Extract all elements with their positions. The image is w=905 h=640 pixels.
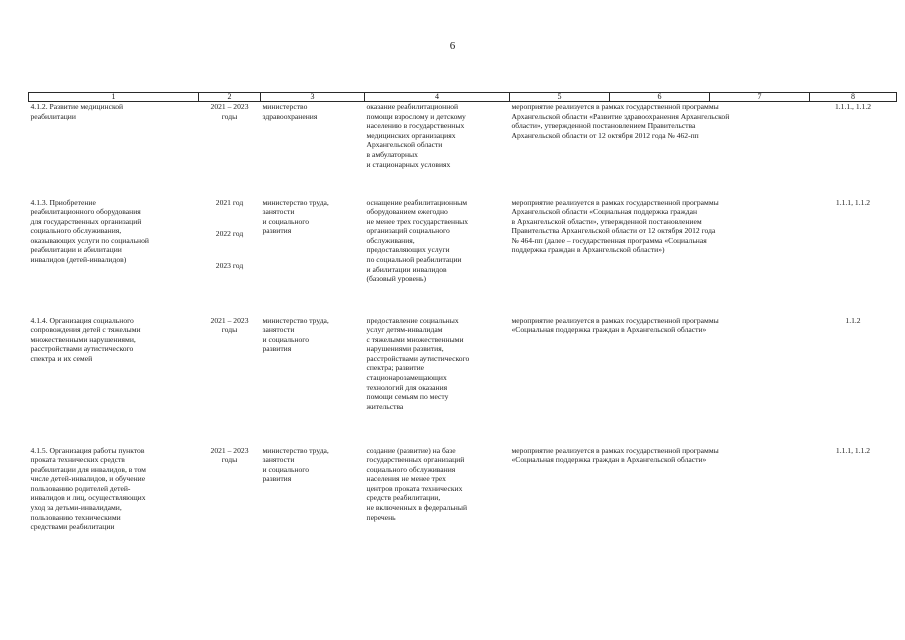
executor-cell-text: министерство труда, занятости и социального развития — [262, 315, 329, 354]
executor-cell — [261, 102, 365, 198]
measure-cell — [29, 446, 199, 556]
result-cell — [365, 446, 510, 556]
result-cell-text: предоставление социальных услуг детям-инвалидам с тяжелыми множественными нарушениями развития, расстройствами аутистического спектра; развитие стационарозамещающих технологий для оказания помощи семьям по месту жительства — [366, 315, 470, 411]
measure-cell — [29, 102, 199, 198]
measures-table — [28, 92, 897, 556]
column-header: 5 — [510, 93, 610, 102]
financing-cell — [510, 198, 810, 316]
executor-cell-text: министерство труда, занятости и социального развития — [262, 445, 329, 484]
column-header: 4 — [365, 93, 510, 102]
measure-cell-text: 4.1.2. Развитие медицинской реабилитации — [30, 102, 124, 121]
column-header: 8 — [810, 93, 897, 102]
period-value: 2021 – 2023 годы — [210, 102, 249, 121]
table-row — [29, 102, 897, 198]
indicators-cell — [810, 446, 897, 556]
measure-cell-text: 4.1.5. Организация работы пунктов проката технических средств реабилитации для инвалидов, в том числе детей-инвалидов, и обучение пользованию родителей детей- инвалидов и лиц, осуществляющих уход за детьми-инвалидами, пользованию техническими средствами реабилитации — [30, 445, 146, 532]
period-value: 2023 год — [215, 260, 244, 270]
financing-cell-text: мероприятие реализуется в рамках государственной программы Архангельской области «Развитие здравоохранения Архангельской области», утвержденной постановлением Правительства Архангельской области от 12 октября 2012 года № 462-пп — [511, 102, 730, 140]
result-cell-text: оснащение реабилитационным оборудованием ежегодно не менее трех государственных организаций социального обслуживания, предоставляющих услуги по социальной реабилитации и абилитации инвалидов (базовый уровень) — [366, 197, 469, 284]
result-cell — [365, 316, 510, 446]
period-value: 2021 год — [215, 197, 244, 207]
measure-cell-text: 4.1.3. Приобретение реабилитационного оборудования для государственных организаций социального обслуживания, оказывающих услуги по социальной реабилитации и абилитации инвалидов (детей-инвалидов) — [30, 197, 149, 265]
indicators-cell — [810, 198, 897, 316]
column-header: 2 — [199, 93, 261, 102]
column-header: 7 — [710, 93, 810, 102]
result-cell-text: оказание реабилитационной помощи взрослому и детскому населению в государственных медицинских организациях Архангельской области в амбулаторных и стационарных условиях — [366, 102, 466, 169]
executor-cell — [261, 316, 365, 446]
column-number-row — [29, 93, 897, 102]
financing-cell-text: мероприятие реализуется в рамках государственной программы «Социальная поддержка граждан в Архангельской области» — [511, 315, 719, 335]
financing-cell-text: мероприятие реализуется в рамках государственной программы «Социальная поддержка граждан в Архангельской области» — [511, 445, 719, 465]
executor-cell-text: министерство здравоохранения — [262, 102, 318, 121]
financing-cell — [510, 102, 810, 198]
executor-cell — [261, 198, 365, 316]
financing-cell — [510, 316, 810, 446]
executor-cell-text: министерство труда, занятости и социального развития — [262, 197, 329, 236]
indicators-cell-text: 1.1.1., 1.1.2 — [834, 102, 872, 111]
measure-cell-text: 4.1.4. Организация социального сопровождения детей с тяжелыми множественными нарушениями, расстройствами аутистического спектра и их семей — [30, 315, 141, 363]
result-cell — [365, 102, 510, 198]
table-row — [29, 446, 897, 556]
table-row — [29, 198, 897, 316]
measure-cell — [29, 198, 199, 316]
period-value: 2022 год — [215, 229, 244, 239]
indicators-cell-text: 1.1.1, 1.1.2 — [835, 197, 871, 207]
column-header: 3 — [261, 93, 365, 102]
period-cell — [199, 102, 261, 198]
column-header: 6 — [610, 93, 710, 102]
indicators-cell — [810, 316, 897, 446]
financing-cell — [510, 446, 810, 556]
result-cell-text: создание (развитие) на базе государственных организаций социального обслуживания населения не менее трех центров проката технических средств реабилитации, не включенных в федеральный перечень — [366, 445, 468, 522]
period-cell — [199, 198, 261, 316]
table-row — [29, 316, 897, 446]
executor-cell — [261, 446, 365, 556]
page-number: 6 — [449, 40, 456, 52]
result-cell — [365, 198, 510, 316]
indicators-cell-text: 1.1.2 — [845, 315, 861, 325]
column-header: 1 — [29, 93, 199, 102]
indicators-cell-text: 1.1.1, 1.1.2 — [835, 445, 871, 455]
period-cell — [199, 316, 261, 446]
indicators-cell — [810, 102, 897, 198]
period-value: 2021 – 2023 годы — [210, 315, 249, 335]
financing-cell-text: мероприятие реализуется в рамках государственной программы Архангельской области «Социальная поддержка граждан в Архангельской области», утвержденной постановлением Правительства Архангельской области от 12 октября 2012 года № 464-пп (далее – государственная программа «Социальная поддержка граждан в Архангельской области») — [511, 197, 719, 255]
period-cell — [199, 446, 261, 556]
measure-cell — [29, 316, 199, 446]
period-value: 2021 – 2023 годы — [210, 445, 249, 465]
